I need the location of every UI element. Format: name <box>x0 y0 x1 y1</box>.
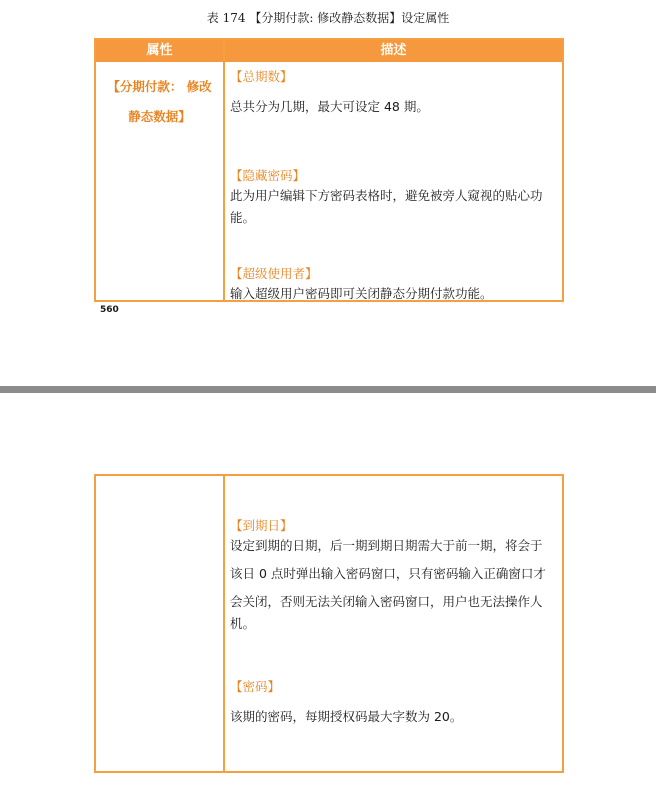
column-divider <box>223 40 225 300</box>
attribute-name-line2: 静态数据】 <box>128 109 191 124</box>
attribute-name-line1: 【分期付款： 修改 <box>107 79 212 94</box>
section-body-super-user: 输入超级用户密码即可关闭静态分期付款功能。 <box>230 286 493 301</box>
section-body-password: 该期的密码，每期授权码最大字数为 20。 <box>230 709 463 724</box>
section-body-hide-password <box>230 185 558 229</box>
due-date-line1: 设定到期的日期，后一期到期日期需大于前一期，将会于 <box>230 538 543 553</box>
header-description: 描述 <box>380 43 407 58</box>
attribute-table <box>94 38 564 302</box>
attribute-name <box>102 72 217 132</box>
section-body-due-date <box>230 532 558 638</box>
section-title-total-periods: 【总期数】 <box>230 69 293 84</box>
due-date-line2: 该日 0 点时弹出输入密码窗口，只有密码输入正确窗口才 <box>230 566 546 581</box>
page-bottom <box>0 393 656 790</box>
table-header <box>96 40 562 62</box>
column-divider <box>223 476 225 771</box>
section-title-super-user: 【超级使用者】 <box>230 266 318 281</box>
hide-password-line2: 能。 <box>230 210 256 225</box>
section-title-due-date: 【到期日】 <box>230 518 293 533</box>
page-number: 560 <box>100 305 119 315</box>
hide-password-line1: 此为用户编辑下方密码表格时，避免被旁人窥视的贴心功 <box>230 188 543 203</box>
section-body-total-periods: 总共分为几期，最大可设定 48 期。 <box>230 99 429 114</box>
section-title-hide-password: 【隐藏密码】 <box>230 168 306 183</box>
due-date-line3: 会关闭，否则无法关闭输入密码窗口，用户也无法操作人 <box>230 594 543 609</box>
header-attribute: 属性 <box>146 43 173 58</box>
page-separator <box>0 386 656 393</box>
section-title-password: 【密码】 <box>230 679 281 694</box>
due-date-line4: 机。 <box>230 616 256 631</box>
attribute-table-continued <box>94 474 564 773</box>
table-caption: 表 174 【分期付款: 修改静态数据】设定属性 <box>206 11 450 25</box>
page-top <box>0 0 656 386</box>
